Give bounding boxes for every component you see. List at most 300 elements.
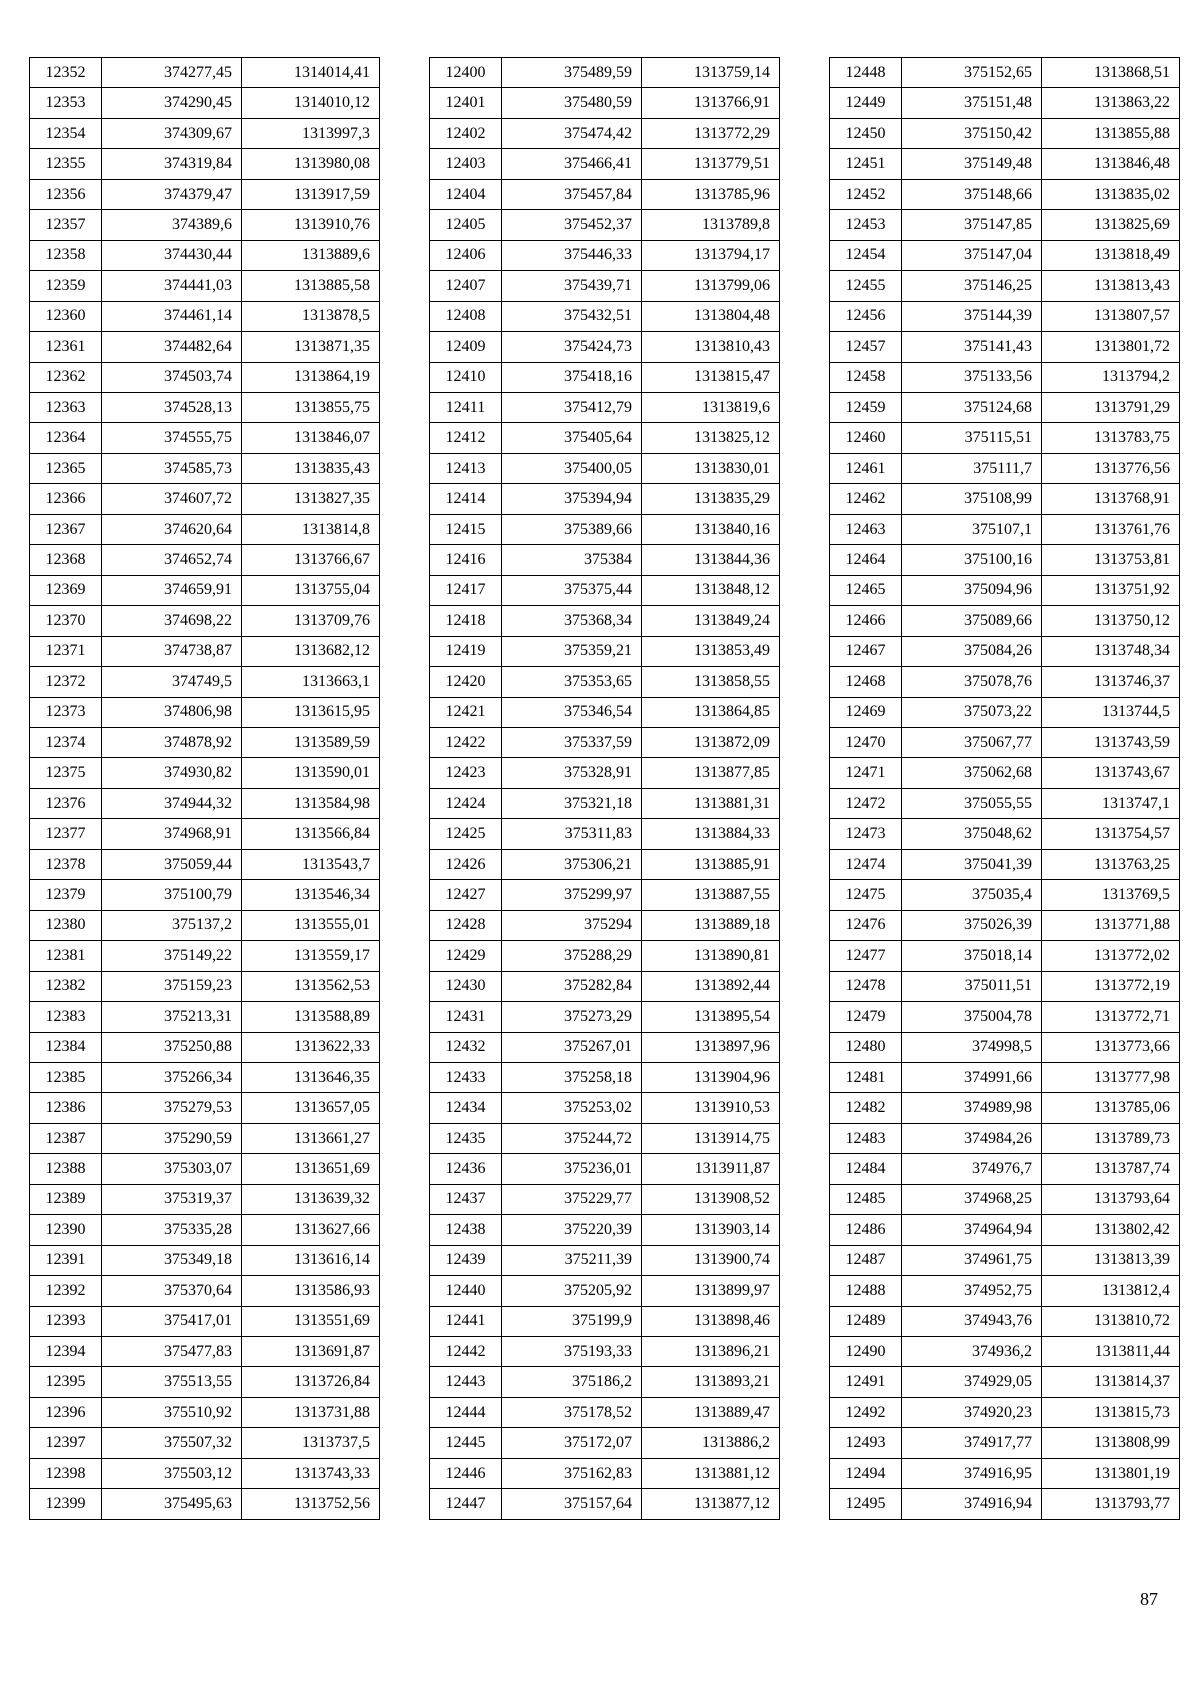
point-id-cell: 12373 — [30, 697, 102, 727]
x-coordinate-cell: 375205,92 — [502, 1276, 642, 1306]
x-coordinate-cell: 374319,84 — [102, 149, 242, 179]
y-coordinate-cell: 1313877,85 — [642, 758, 780, 788]
point-id-cell: 12402 — [430, 118, 502, 148]
y-coordinate-cell: 1313911,87 — [642, 1154, 780, 1184]
table-row — [30, 1489, 380, 1519]
table-row — [830, 88, 1180, 118]
table-row — [830, 1489, 1180, 1519]
x-coordinate-cell: 375172,07 — [502, 1428, 642, 1458]
table-row — [30, 453, 380, 483]
point-id-cell: 12376 — [30, 788, 102, 818]
table-row — [830, 1306, 1180, 1336]
point-id-cell: 12437 — [430, 1184, 502, 1214]
point-id-cell: 12451 — [830, 149, 902, 179]
x-coordinate-cell: 375480,59 — [502, 88, 642, 118]
x-coordinate-cell: 375432,51 — [502, 301, 642, 331]
x-coordinate-cell: 375035,4 — [902, 880, 1042, 910]
table-row — [830, 545, 1180, 575]
point-id-cell: 12470 — [830, 727, 902, 757]
x-coordinate-cell: 375510,92 — [102, 1397, 242, 1427]
x-coordinate-cell: 375107,1 — [902, 514, 1042, 544]
table-row — [430, 1062, 780, 1092]
point-id-cell: 12401 — [430, 88, 502, 118]
table-row — [430, 118, 780, 148]
x-coordinate-cell: 375258,18 — [502, 1062, 642, 1092]
table-row — [30, 271, 380, 301]
table-row — [830, 118, 1180, 148]
x-coordinate-cell: 375290,59 — [102, 1123, 242, 1153]
y-coordinate-cell: 1313815,47 — [642, 362, 780, 392]
x-coordinate-cell: 375375,44 — [502, 575, 642, 605]
y-coordinate-cell: 1313814,37 — [1042, 1367, 1180, 1397]
point-id-cell: 12465 — [830, 575, 902, 605]
table-row — [430, 179, 780, 209]
x-coordinate-cell: 375144,39 — [902, 301, 1042, 331]
table-row — [430, 910, 780, 940]
x-coordinate-cell: 375124,68 — [902, 392, 1042, 422]
point-id-cell: 12456 — [830, 301, 902, 331]
y-coordinate-cell: 1313813,39 — [1042, 1245, 1180, 1275]
table-row — [30, 240, 380, 270]
x-coordinate-cell: 375089,66 — [902, 606, 1042, 636]
x-coordinate-cell: 375236,01 — [502, 1154, 642, 1184]
table-row — [430, 1276, 780, 1306]
y-coordinate-cell: 1313562,53 — [242, 971, 380, 1001]
table-row — [830, 149, 1180, 179]
point-id-cell: 12480 — [830, 1032, 902, 1062]
point-id-cell: 12429 — [430, 941, 502, 971]
y-coordinate-cell: 1313776,56 — [1042, 453, 1180, 483]
x-coordinate-cell: 374482,64 — [102, 332, 242, 362]
table-row — [830, 880, 1180, 910]
y-coordinate-cell: 1313864,19 — [242, 362, 380, 392]
point-id-cell: 12361 — [30, 332, 102, 362]
x-coordinate-cell: 374430,44 — [102, 240, 242, 270]
x-coordinate-cell: 375337,59 — [502, 727, 642, 757]
table-row — [30, 423, 380, 453]
x-coordinate-cell: 375279,53 — [102, 1093, 242, 1123]
y-coordinate-cell: 1313881,12 — [642, 1458, 780, 1488]
y-coordinate-cell: 1313777,98 — [1042, 1062, 1180, 1092]
point-id-cell: 12434 — [430, 1093, 502, 1123]
point-id-cell: 12447 — [430, 1489, 502, 1519]
table-row — [30, 880, 380, 910]
x-coordinate-cell: 375146,25 — [902, 271, 1042, 301]
table-row — [30, 1002, 380, 1032]
point-id-cell: 12475 — [830, 880, 902, 910]
point-id-cell: 12387 — [30, 1123, 102, 1153]
table-row — [430, 1002, 780, 1032]
point-id-cell: 12399 — [30, 1489, 102, 1519]
table-row — [430, 392, 780, 422]
table-row — [430, 758, 780, 788]
y-coordinate-cell: 1313881,31 — [642, 788, 780, 818]
y-coordinate-cell: 1313900,74 — [642, 1245, 780, 1275]
point-id-cell: 12423 — [430, 758, 502, 788]
table-row — [30, 484, 380, 514]
x-coordinate-cell: 375353,65 — [502, 667, 642, 697]
x-coordinate-cell: 375319,37 — [102, 1184, 242, 1214]
point-id-cell: 12394 — [30, 1337, 102, 1367]
point-id-cell: 12454 — [830, 240, 902, 270]
y-coordinate-cell: 1313910,76 — [242, 210, 380, 240]
table-row — [430, 484, 780, 514]
point-id-cell: 12494 — [830, 1458, 902, 1488]
x-coordinate-cell: 374944,32 — [102, 788, 242, 818]
y-coordinate-cell: 1313871,35 — [242, 332, 380, 362]
x-coordinate-cell: 375229,77 — [502, 1184, 642, 1214]
table-row — [830, 1123, 1180, 1153]
table-row — [430, 362, 780, 392]
point-id-cell: 12386 — [30, 1093, 102, 1123]
point-id-cell: 12382 — [30, 971, 102, 1001]
y-coordinate-cell: 1313898,46 — [642, 1306, 780, 1336]
x-coordinate-cell: 375370,64 — [102, 1276, 242, 1306]
y-coordinate-cell: 1313910,53 — [642, 1093, 780, 1123]
y-coordinate-cell: 1313566,84 — [242, 819, 380, 849]
point-id-cell: 12389 — [30, 1184, 102, 1214]
point-id-cell: 12436 — [430, 1154, 502, 1184]
y-coordinate-cell: 1313639,32 — [242, 1184, 380, 1214]
table-row — [430, 1458, 780, 1488]
table-row — [830, 1062, 1180, 1092]
y-coordinate-cell: 1313885,58 — [242, 271, 380, 301]
point-id-cell: 12457 — [830, 332, 902, 362]
table-row — [830, 1032, 1180, 1062]
x-coordinate-cell: 375466,41 — [502, 149, 642, 179]
point-id-cell: 12413 — [430, 453, 502, 483]
y-coordinate-cell: 1313846,48 — [1042, 149, 1180, 179]
y-coordinate-cell: 1313709,76 — [242, 606, 380, 636]
x-coordinate-cell: 374917,77 — [902, 1428, 1042, 1458]
y-coordinate-cell: 1313835,43 — [242, 453, 380, 483]
y-coordinate-cell: 1313884,33 — [642, 819, 780, 849]
y-coordinate-cell: 1313791,29 — [1042, 392, 1180, 422]
y-coordinate-cell: 1313819,6 — [642, 392, 780, 422]
x-coordinate-cell: 375321,18 — [502, 788, 642, 818]
point-id-cell: 12458 — [830, 362, 902, 392]
table-row — [30, 392, 380, 422]
point-id-cell: 12446 — [430, 1458, 502, 1488]
y-coordinate-cell: 1313914,75 — [642, 1123, 780, 1153]
point-id-cell: 12478 — [830, 971, 902, 1001]
table-row — [430, 1306, 780, 1336]
point-id-cell: 12443 — [430, 1367, 502, 1397]
y-coordinate-cell: 1313588,89 — [242, 1002, 380, 1032]
point-id-cell: 12405 — [430, 210, 502, 240]
point-id-cell: 12362 — [30, 362, 102, 392]
point-id-cell: 12411 — [430, 392, 502, 422]
table-row — [30, 910, 380, 940]
table-row — [30, 88, 380, 118]
table-row — [830, 423, 1180, 453]
y-coordinate-cell: 1313853,49 — [642, 636, 780, 666]
point-id-cell: 12369 — [30, 575, 102, 605]
x-coordinate-cell: 374379,47 — [102, 179, 242, 209]
table-row — [830, 362, 1180, 392]
y-coordinate-cell: 1313773,66 — [1042, 1032, 1180, 1062]
table-row — [830, 240, 1180, 270]
point-id-cell: 12445 — [430, 1428, 502, 1458]
x-coordinate-cell: 374620,64 — [102, 514, 242, 544]
table-row — [430, 849, 780, 879]
x-coordinate-cell: 375503,12 — [102, 1458, 242, 1488]
y-coordinate-cell: 1313743,67 — [1042, 758, 1180, 788]
table-row — [30, 1306, 380, 1336]
y-coordinate-cell: 1313785,96 — [642, 179, 780, 209]
y-coordinate-cell: 1313772,71 — [1042, 1002, 1180, 1032]
point-id-cell: 12422 — [430, 727, 502, 757]
table-row — [430, 301, 780, 331]
y-coordinate-cell: 1313868,51 — [1042, 58, 1180, 88]
point-id-cell: 12377 — [30, 819, 102, 849]
table-row — [430, 1367, 780, 1397]
point-id-cell: 12403 — [430, 149, 502, 179]
y-coordinate-cell: 1313892,44 — [642, 971, 780, 1001]
x-coordinate-cell: 375418,16 — [502, 362, 642, 392]
y-coordinate-cell: 1313825,12 — [642, 423, 780, 453]
table-row — [830, 1458, 1180, 1488]
point-id-cell: 12400 — [430, 58, 502, 88]
y-coordinate-cell: 1313551,69 — [242, 1306, 380, 1336]
x-coordinate-cell: 375148,66 — [902, 179, 1042, 209]
point-id-cell: 12461 — [830, 453, 902, 483]
y-coordinate-cell: 1313748,34 — [1042, 636, 1180, 666]
point-id-cell: 12424 — [430, 788, 502, 818]
x-coordinate-cell: 375162,83 — [502, 1458, 642, 1488]
x-coordinate-cell: 375141,43 — [902, 332, 1042, 362]
table-row — [30, 606, 380, 636]
table-row — [30, 727, 380, 757]
y-coordinate-cell: 1314014,41 — [242, 58, 380, 88]
y-coordinate-cell: 1313827,35 — [242, 484, 380, 514]
table-row — [30, 575, 380, 605]
x-coordinate-cell: 374968,25 — [902, 1184, 1042, 1214]
point-id-cell: 12367 — [30, 514, 102, 544]
y-coordinate-cell: 1313897,96 — [642, 1032, 780, 1062]
table-row — [30, 210, 380, 240]
y-coordinate-cell: 1313789,73 — [1042, 1123, 1180, 1153]
x-coordinate-cell: 375062,68 — [902, 758, 1042, 788]
y-coordinate-cell: 1313743,33 — [242, 1458, 380, 1488]
table-row — [830, 1245, 1180, 1275]
point-id-cell: 12354 — [30, 118, 102, 148]
y-coordinate-cell: 1314010,12 — [242, 88, 380, 118]
x-coordinate-cell: 375048,62 — [902, 819, 1042, 849]
point-id-cell: 12356 — [30, 179, 102, 209]
x-coordinate-cell: 374916,95 — [902, 1458, 1042, 1488]
x-coordinate-cell: 375389,66 — [502, 514, 642, 544]
y-coordinate-cell: 1313855,88 — [1042, 118, 1180, 148]
table-row — [30, 179, 380, 209]
point-id-cell: 12370 — [30, 606, 102, 636]
table-row — [430, 819, 780, 849]
x-coordinate-cell: 375018,14 — [902, 941, 1042, 971]
x-coordinate-cell: 375400,05 — [502, 453, 642, 483]
x-coordinate-cell: 375133,56 — [902, 362, 1042, 392]
x-coordinate-cell: 374878,92 — [102, 727, 242, 757]
table-row — [430, 240, 780, 270]
y-coordinate-cell: 1313864,85 — [642, 697, 780, 727]
point-id-cell: 12449 — [830, 88, 902, 118]
table-row — [830, 301, 1180, 331]
y-coordinate-cell: 1313661,27 — [242, 1123, 380, 1153]
x-coordinate-cell: 375266,34 — [102, 1062, 242, 1092]
point-id-cell: 12366 — [30, 484, 102, 514]
y-coordinate-cell: 1313682,12 — [242, 636, 380, 666]
point-id-cell: 12463 — [830, 514, 902, 544]
table-row — [430, 636, 780, 666]
x-coordinate-cell: 374749,5 — [102, 667, 242, 697]
x-coordinate-cell: 375282,84 — [502, 971, 642, 1001]
x-coordinate-cell: 375306,21 — [502, 849, 642, 879]
table-row — [830, 941, 1180, 971]
y-coordinate-cell: 1313779,51 — [642, 149, 780, 179]
table-row — [30, 332, 380, 362]
table-row — [30, 1123, 380, 1153]
y-coordinate-cell: 1313586,93 — [242, 1276, 380, 1306]
x-coordinate-cell: 375250,88 — [102, 1032, 242, 1062]
y-coordinate-cell: 1313543,7 — [242, 849, 380, 879]
x-coordinate-cell: 375084,26 — [902, 636, 1042, 666]
table-row — [30, 1154, 380, 1184]
x-coordinate-cell: 375004,78 — [902, 1002, 1042, 1032]
x-coordinate-cell: 375026,39 — [902, 910, 1042, 940]
x-coordinate-cell: 375513,55 — [102, 1367, 242, 1397]
table-row — [830, 514, 1180, 544]
table-row — [830, 1184, 1180, 1214]
x-coordinate-cell: 375273,29 — [502, 1002, 642, 1032]
y-coordinate-cell: 1313895,54 — [642, 1002, 780, 1032]
point-id-cell: 12459 — [830, 392, 902, 422]
y-coordinate-cell: 1313904,96 — [642, 1062, 780, 1092]
x-coordinate-cell: 375368,34 — [502, 606, 642, 636]
table-row — [430, 1489, 780, 1519]
x-coordinate-cell: 375394,94 — [502, 484, 642, 514]
x-coordinate-cell: 375059,44 — [102, 849, 242, 879]
point-id-cell: 12355 — [30, 149, 102, 179]
y-coordinate-cell: 1313766,91 — [642, 88, 780, 118]
x-coordinate-cell: 374916,94 — [902, 1489, 1042, 1519]
point-id-cell: 12474 — [830, 849, 902, 879]
y-coordinate-cell: 1313830,01 — [642, 453, 780, 483]
table-row — [430, 1337, 780, 1367]
point-id-cell: 12396 — [30, 1397, 102, 1427]
point-id-cell: 12487 — [830, 1245, 902, 1275]
table-row — [430, 1123, 780, 1153]
table-row — [30, 545, 380, 575]
y-coordinate-cell: 1313785,06 — [1042, 1093, 1180, 1123]
table-row — [430, 1032, 780, 1062]
point-id-cell: 12490 — [830, 1337, 902, 1367]
x-coordinate-cell: 374277,45 — [102, 58, 242, 88]
x-coordinate-cell: 374998,5 — [902, 1032, 1042, 1062]
table-row — [430, 1154, 780, 1184]
y-coordinate-cell: 1313737,5 — [242, 1428, 380, 1458]
table-row — [430, 332, 780, 362]
table-row — [830, 636, 1180, 666]
point-id-cell: 12455 — [830, 271, 902, 301]
table-row — [430, 606, 780, 636]
table-row — [830, 1002, 1180, 1032]
point-id-cell: 12374 — [30, 727, 102, 757]
table-row — [430, 423, 780, 453]
y-coordinate-cell: 1313590,01 — [242, 758, 380, 788]
y-coordinate-cell: 1313589,59 — [242, 727, 380, 757]
point-id-cell: 12472 — [830, 788, 902, 818]
x-coordinate-cell: 375489,59 — [502, 58, 642, 88]
y-coordinate-cell: 1313772,19 — [1042, 971, 1180, 1001]
y-coordinate-cell: 1313855,75 — [242, 392, 380, 422]
point-id-cell: 12464 — [830, 545, 902, 575]
x-coordinate-cell: 374929,05 — [902, 1367, 1042, 1397]
point-id-cell: 12448 — [830, 58, 902, 88]
x-coordinate-cell: 375193,33 — [502, 1337, 642, 1367]
point-id-cell: 12392 — [30, 1276, 102, 1306]
table-row — [830, 1337, 1180, 1367]
point-id-cell: 12380 — [30, 910, 102, 940]
table-row — [30, 1276, 380, 1306]
x-coordinate-cell: 375220,39 — [502, 1215, 642, 1245]
x-coordinate-cell: 375111,7 — [902, 453, 1042, 483]
point-id-cell: 12441 — [430, 1306, 502, 1336]
x-coordinate-cell: 375151,48 — [902, 88, 1042, 118]
table-row — [30, 1062, 380, 1092]
point-id-cell: 12375 — [30, 758, 102, 788]
x-coordinate-cell: 375115,51 — [902, 423, 1042, 453]
point-id-cell: 12493 — [830, 1428, 902, 1458]
y-coordinate-cell: 1313663,1 — [242, 667, 380, 697]
coordinate-table-2 — [429, 57, 780, 1520]
y-coordinate-cell: 1313769,5 — [1042, 880, 1180, 910]
y-coordinate-cell: 1313908,52 — [642, 1184, 780, 1214]
y-coordinate-cell: 1313746,37 — [1042, 667, 1180, 697]
point-id-cell: 12442 — [430, 1337, 502, 1367]
point-id-cell: 12468 — [830, 667, 902, 697]
table-row — [30, 1337, 380, 1367]
point-id-cell: 12409 — [430, 332, 502, 362]
table-row — [30, 514, 380, 544]
x-coordinate-cell: 375213,31 — [102, 1002, 242, 1032]
y-coordinate-cell: 1313889,18 — [642, 910, 780, 940]
point-id-cell: 12444 — [430, 1397, 502, 1427]
y-coordinate-cell: 1313799,06 — [642, 271, 780, 301]
point-id-cell: 12357 — [30, 210, 102, 240]
y-coordinate-cell: 1313893,21 — [642, 1367, 780, 1397]
x-coordinate-cell: 375157,64 — [502, 1489, 642, 1519]
y-coordinate-cell: 1313846,07 — [242, 423, 380, 453]
point-id-cell: 12489 — [830, 1306, 902, 1336]
point-id-cell: 12432 — [430, 1032, 502, 1062]
x-coordinate-cell: 374441,03 — [102, 271, 242, 301]
x-coordinate-cell: 374698,22 — [102, 606, 242, 636]
table-row — [830, 819, 1180, 849]
point-id-cell: 12364 — [30, 423, 102, 453]
table-row — [430, 971, 780, 1001]
table-row — [30, 1428, 380, 1458]
y-coordinate-cell: 1313763,25 — [1042, 849, 1180, 879]
table-row — [430, 575, 780, 605]
table-row — [430, 667, 780, 697]
table-row — [830, 332, 1180, 362]
table-row — [430, 788, 780, 818]
x-coordinate-cell: 375073,22 — [902, 697, 1042, 727]
x-coordinate-cell: 375303,07 — [102, 1154, 242, 1184]
x-coordinate-cell: 375152,65 — [902, 58, 1042, 88]
point-id-cell: 12404 — [430, 179, 502, 209]
table-row — [430, 727, 780, 757]
table-row — [30, 819, 380, 849]
